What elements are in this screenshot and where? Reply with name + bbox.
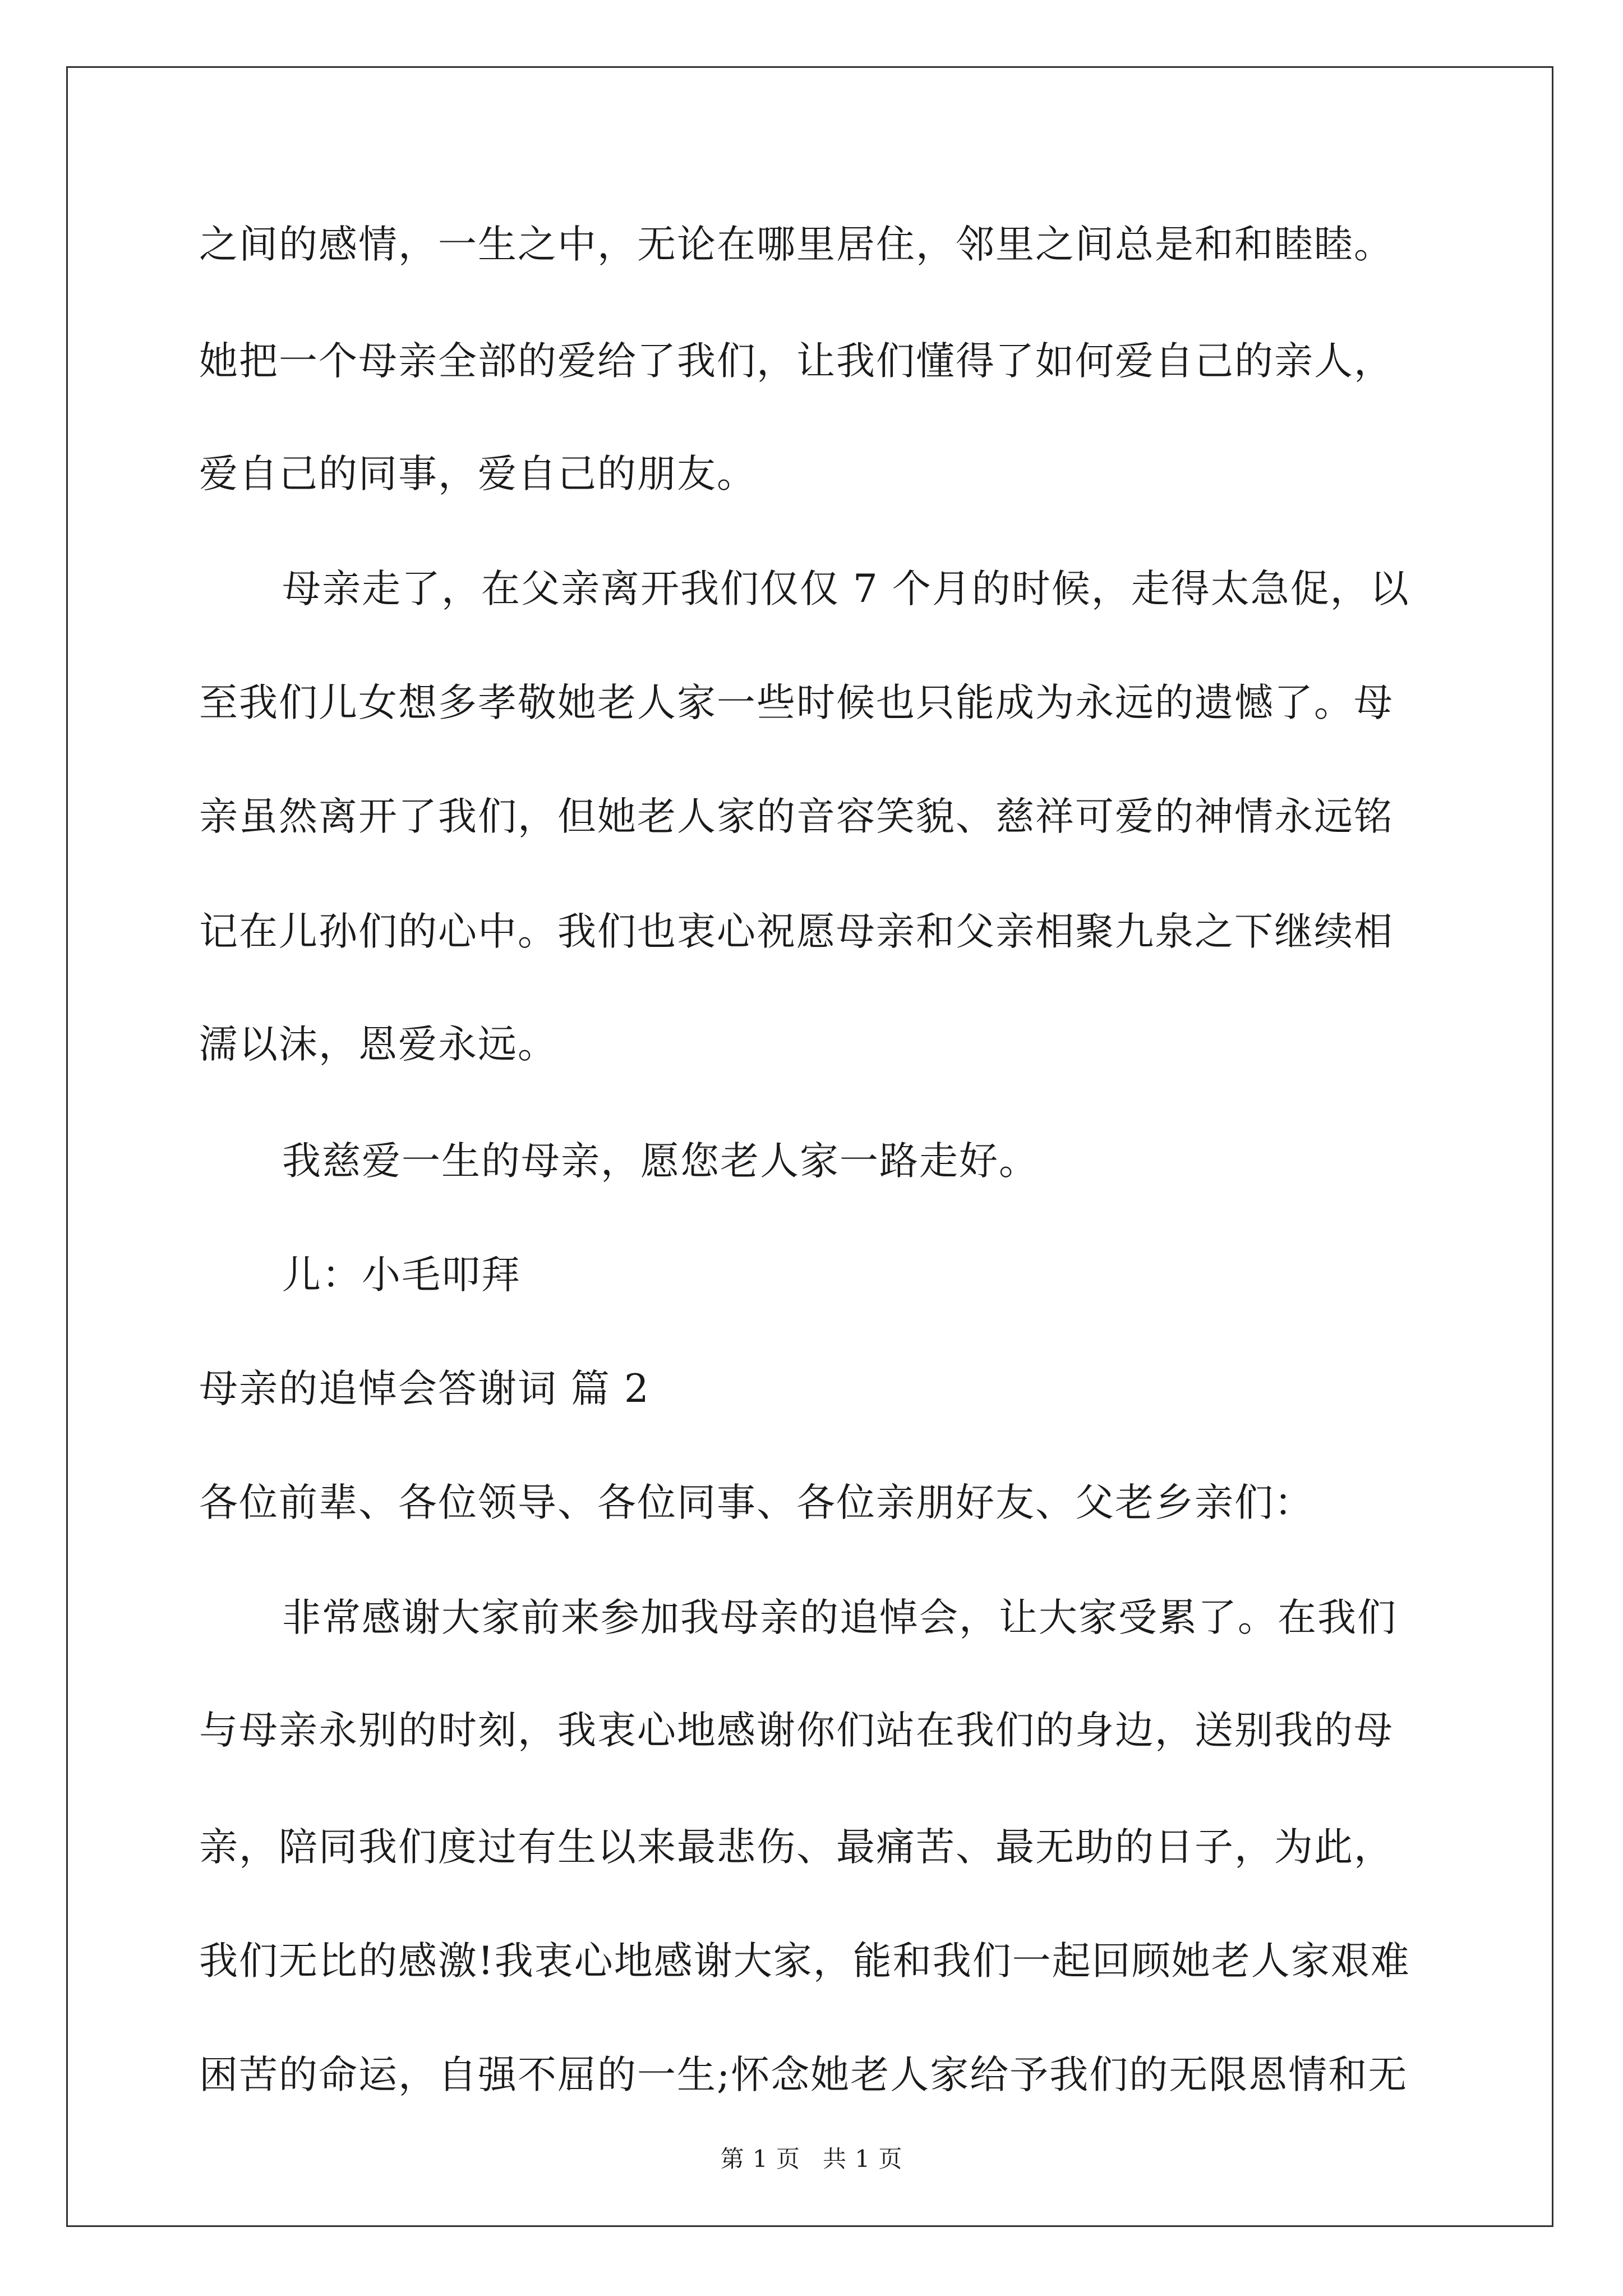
text-line: 濡以沫，恩爱永远。 xyxy=(199,1022,557,1067)
page-footer xyxy=(0,2145,1623,2173)
text-line: 记在儿孙们的心中。我们也衷心祝愿母亲和父亲相聚九泉之下继续相 xyxy=(199,909,1394,954)
text-line: 我们无比的感激!我衷心地感谢大家，能和我们一起回顾她老人家艰难 xyxy=(199,1939,1410,1984)
text-line: 非常感谢大家前来参加我母亲的追悼会，让大家受累了。在我们 xyxy=(282,1595,1397,1640)
text-line: 爱自己的同事，爱自己的朋友。 xyxy=(199,452,757,496)
signature-line: 儿：小毛叩拜 xyxy=(282,1253,521,1297)
text-line: 亲虽然离开了我们，但她老人家的音容笑貌、慈祥可爱的神情永远铭 xyxy=(199,794,1394,839)
text-line: 之间的感情，一生之中，无论在哪里居住，邻里之间总是和和睦睦。 xyxy=(199,222,1394,267)
text-line: 至我们儿女想多孝敬她老人家一些时候也只能成为永远的遗憾了。母 xyxy=(199,680,1394,725)
text-line: 困苦的命运，自强不屈的一生;怀念她老人家给予我们的无限恩情和无 xyxy=(199,2053,1408,2097)
text-line: 与母亲永别的时刻，我衷心地感谢你们站在我们的身边，送别我的母 xyxy=(199,1708,1394,1753)
page-total: 共 1 页 xyxy=(823,2145,903,2173)
text-line: 我慈爱一生的母亲，愿您老人家一路走好。 xyxy=(282,1139,1039,1184)
text-line: 亲，陪同我们度过有生以来最悲伤、最痛苦、最无助的日子，为此， xyxy=(199,1825,1394,1870)
text-line: 她把一个母亲全部的爱给了我们，让我们懂得了如何爱自己的亲人， xyxy=(199,339,1394,384)
document-body xyxy=(199,219,1427,2101)
page-number: 第 1 页 xyxy=(720,2145,800,2173)
text-line: 母亲走了，在父亲离开我们仅仅 7 个月的时候，走得太急促，以 xyxy=(282,567,1410,611)
section-heading: 母亲的追悼会答谢词 篇 2 xyxy=(199,1366,650,1411)
salutation-line: 各位前辈、各位领导、各位同事、各位亲朋好友、父老乡亲们： xyxy=(199,1480,1314,1525)
